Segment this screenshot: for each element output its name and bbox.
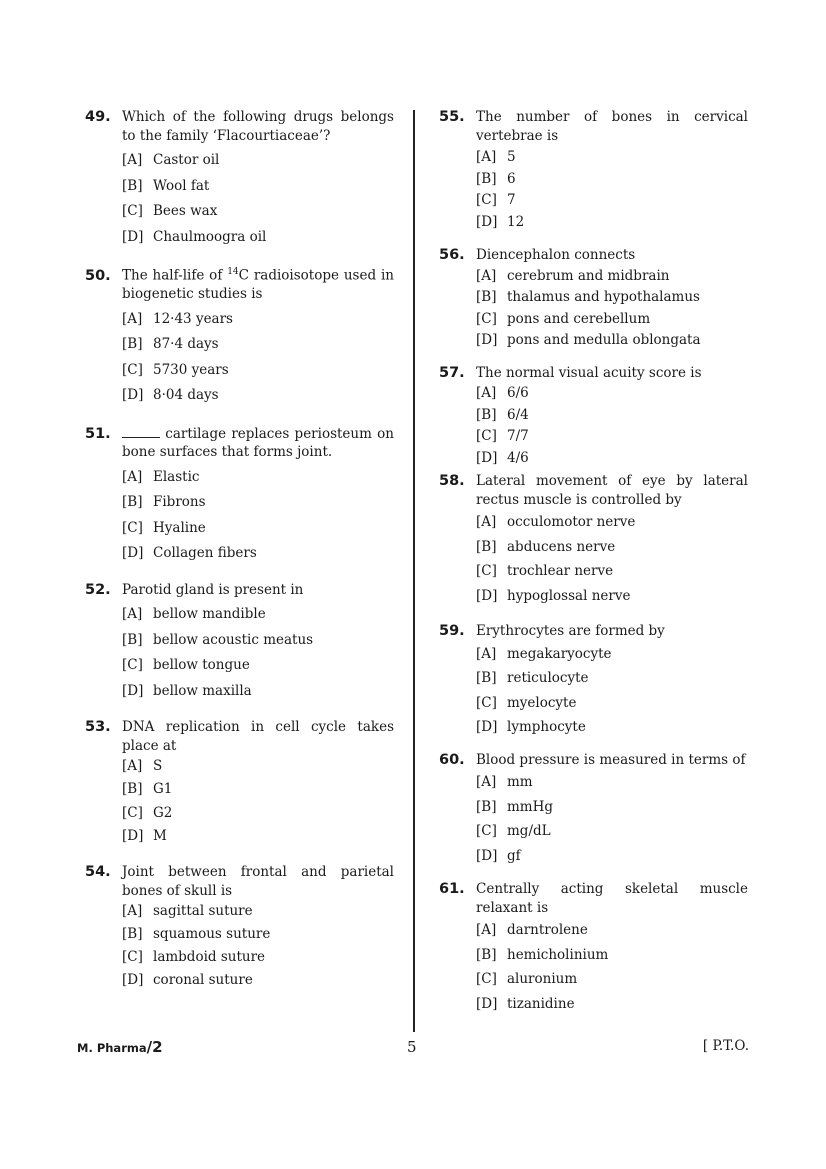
option-c: [C] G2: [122, 804, 173, 821]
option-d: [D] lymphocyte: [476, 719, 586, 735]
option-d: [D] gf: [476, 847, 521, 864]
option-d: [D] coronal suture: [122, 972, 253, 989]
page-number: 5: [407, 1038, 417, 1056]
option-c: [C] Hyaline: [122, 519, 206, 536]
option-a: [A] occulomotor nerve: [476, 514, 636, 530]
option-b: [B] Fibrons: [122, 494, 206, 510]
question-text: The normal visual acuity score is: [476, 364, 702, 381]
option-c: [C] trochlear nerve: [476, 563, 614, 579]
option-a: [A] Castor oil: [122, 152, 220, 168]
question-text: DNA replication in cell cycle takes place at: [122, 719, 394, 754]
right-column: [439, 108, 748, 1020]
question-text: Joint between frontal and parietal bones of skull is: [122, 864, 394, 899]
option-a: [A] S: [122, 758, 163, 774]
question-text: cartilage replaces periosteum on bone surfaces that forms joint.: [122, 425, 395, 460]
question-text: Lateral movement of eye by lateral rectus muscle is controlled by: [476, 473, 748, 508]
option-b: [B] mmHg: [476, 798, 554, 815]
column-divider: [413, 110, 415, 1032]
question-number: 51.: [85, 425, 111, 442]
question-number: 60.: [439, 751, 465, 768]
option-b: [B] abducens nerve: [476, 538, 616, 555]
question-50: [85, 263, 394, 413]
option-a: [A] cerebrum and midbrain: [476, 267, 670, 284]
question-number: 49.: [85, 109, 111, 125]
option-d: [D] bellow maxilla: [122, 682, 252, 699]
option-b: [B] squamous suture: [122, 926, 271, 943]
option-c: [C] 7/7: [476, 428, 529, 444]
question-number: 50.: [85, 268, 111, 284]
question-54: [85, 863, 394, 995]
option-a: [A] 12·43 years: [122, 310, 233, 327]
fill-blank: [122, 425, 160, 438]
question-number: 57.: [439, 364, 465, 381]
option-c: [C] 5730 years: [122, 361, 229, 378]
question-number: 55.: [439, 109, 465, 125]
option-c: [C] Bees wax: [122, 203, 218, 219]
question-number: 59.: [439, 623, 465, 639]
option-c: [C] pons and cerebellum: [476, 310, 651, 327]
question-number: 53.: [85, 719, 111, 735]
question-number: 58.: [439, 473, 465, 489]
option-b: [B] 6: [476, 170, 516, 187]
page-footer: [77, 1038, 749, 1058]
question-55: [439, 108, 748, 235]
option-b: [B] hemicholinium: [476, 946, 609, 963]
option-d: [D] Collagen fibers: [122, 545, 257, 561]
option-c: [C] aluronium: [476, 971, 578, 987]
option-a: [A] 5: [476, 149, 516, 165]
option-c: [C] 7: [476, 192, 516, 208]
option-b: [B] 6/4: [476, 406, 529, 423]
option-a: [A] Elastic: [122, 468, 200, 485]
option-d: [D] pons and medulla oblongata: [476, 332, 701, 348]
question-text: Diencephalon connects: [476, 247, 636, 263]
option-b: [B] thalamus and hypothalamus: [476, 289, 700, 305]
option-c: [C] myelocyte: [476, 694, 577, 711]
question-49: [85, 108, 394, 254]
option-d: [D] 12: [476, 213, 525, 230]
question-text: Which of the following drugs belongs to the family ‘Flacourtiaceae’?: [122, 109, 394, 144]
question-text: Blood pressure is measured in terms of: [476, 751, 746, 768]
isotope-superscript: 14: [227, 267, 239, 277]
option-b: [B] G1: [122, 781, 173, 798]
option-a: [A] 6/6: [476, 385, 529, 401]
question-text: The number of bones in cervical vertebrae is: [476, 109, 748, 144]
option-d: [D] hypoglossal nerve: [476, 587, 631, 604]
option-d: [D] 8·04 days: [122, 387, 219, 403]
option-a: [A] sagittal suture: [122, 903, 253, 920]
option-a: [A] megakaryocyte: [476, 645, 612, 662]
question-53: [85, 718, 394, 851]
paper-code: M. Pharma/2: [77, 1038, 163, 1056]
question-text: Centrally acting skeletal muscle relaxant is: [476, 881, 748, 916]
question-59: [439, 622, 748, 744]
question-text: The half-life of $^{14}$C radioisotope used in biogenetic studies is: [122, 267, 394, 302]
option-c: [C] bellow tongue: [122, 657, 250, 673]
option-d: [D] M: [122, 827, 167, 844]
question-51: [85, 425, 394, 571]
option-d: [D] Chaulmoogra oil: [122, 228, 267, 245]
question-56: [439, 246, 748, 354]
pto-note: [ P.T.O.: [702, 1038, 749, 1054]
question-number: 61.: [439, 881, 465, 897]
question-text: Erythrocytes are formed by: [476, 623, 665, 639]
question-number: 56.: [439, 247, 465, 263]
question-58: [439, 472, 748, 612]
option-d: [D] 4/6: [476, 449, 529, 466]
question-text: Parotid gland is present in: [122, 581, 304, 598]
option-d: [D] tizanidine: [476, 995, 575, 1012]
option-b: [B] bellow acoustic meatus: [122, 631, 314, 648]
option-b: [B] Wool fat: [122, 177, 210, 194]
question-57: [439, 364, 748, 472]
question-number: 52.: [85, 581, 111, 598]
question-60: [439, 751, 748, 873]
question-52: [85, 581, 394, 709]
option-a: [A] bellow mandible: [122, 606, 266, 622]
question-number: 54.: [85, 864, 111, 881]
option-a: [A] darntrolene: [476, 922, 588, 938]
question-61: [439, 880, 748, 1020]
option-b: [B] reticulocyte: [476, 670, 589, 686]
option-b: [B] 87·4 days: [122, 336, 219, 352]
left-column: [85, 108, 394, 995]
option-a: [A] mm: [476, 774, 533, 790]
option-c: [C] mg/dL: [476, 823, 551, 839]
option-c: [C] lambdoid suture: [122, 949, 266, 966]
